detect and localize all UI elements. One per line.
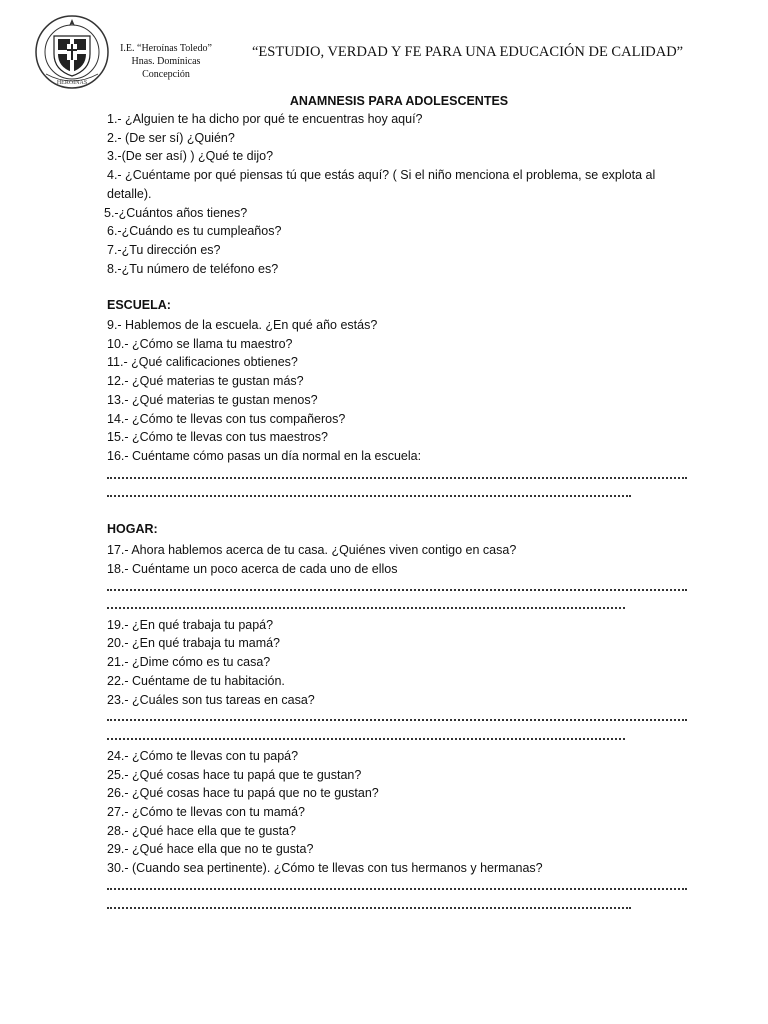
answer-line (107, 607, 625, 609)
question-11: 11.- ¿Qué calificaciones obtienes? (107, 355, 298, 369)
answer-line (107, 888, 687, 890)
question-26: 26.- ¿Qué cosas hace tu papá que no te gustan? (107, 786, 379, 800)
question-4: 4.- ¿Cuéntame por qué piensas tú que estás aquí? ( Si el niño menciona el problema, se explota al detalle). (107, 168, 656, 201)
school-name: I.E. “Heroínas Toledo” (120, 43, 212, 54)
question-12: 12.- ¿Qué materias te gustan más? (107, 374, 304, 388)
seal-text: HEROÍNAS (56, 80, 88, 86)
question-2: 2.- (De ser sí) ¿Quién? (107, 131, 235, 145)
answer-line (107, 719, 687, 721)
question-21: 21.- ¿Dime cómo es tu casa? (107, 655, 271, 669)
question-6: 6.-¿Cuándo es tu cumpleaños? (107, 224, 282, 238)
question-25: 25.- ¿Qué cosas hace tu papá que te gustan? (107, 768, 362, 782)
question-17: 17.- Ahora hablemos acerca de tu casa. ¿Quiénes viven contigo en casa? (107, 543, 517, 557)
question-7: 7.-¿Tu dirección es? (107, 243, 221, 257)
school-name-block (104, 42, 228, 81)
question-20: 20.- ¿En qué trabaja tu mamá? (107, 636, 281, 650)
question-9: 9.- Hablemos de la escuela. ¿En qué año estás? (107, 318, 378, 332)
answer-line (107, 477, 687, 479)
question-8: 8.-¿Tu número de teléfono es? (107, 262, 279, 276)
question-14: 14.- ¿Cómo te llevas con tus compañeros? (107, 412, 346, 426)
answer-line (107, 907, 631, 909)
document-title: ANAMNESIS PARA ADOLESCENTES (289, 94, 509, 108)
question-16: 16.- Cuéntame cómo pasas un día normal en la escuela: (107, 449, 422, 463)
question-29: 29.- ¿Qué hace ella que no te gusta? (107, 842, 314, 856)
section-heading-hogar: HOGAR: (107, 522, 158, 536)
question-23: 23.- ¿Cuáles son tus tareas en casa? (107, 693, 315, 707)
question-1: 1.- ¿Alguien te ha dicho por qué te encuentras hoy aquí? (107, 112, 423, 126)
answer-line (107, 495, 631, 497)
school-seal-logo (34, 14, 110, 90)
question-10: 10.- ¿Cómo se llama tu maestro? (107, 337, 293, 351)
question-19: 19.- ¿En qué trabaja tu papá? (107, 618, 274, 632)
question-22: 22.- Cuéntame de tu habitación. (107, 674, 285, 688)
school-order: Hnas. Domínicas (131, 56, 201, 67)
school-motto: “ESTUDIO, VERDAD Y FE PARA UNA EDUCACIÓN DE CALIDAD” (252, 44, 684, 60)
question-30: 30.- (Cuando sea pertinente). ¿Cómo te llevas con tus hermanos y hermanas? (107, 861, 543, 875)
section-heading-escuela: ESCUELA: (107, 298, 171, 312)
question-15: 15.- ¿Cómo te llevas con tus maestros? (107, 430, 328, 444)
question-28: 28.- ¿Qué hace ella que te gusta? (107, 824, 297, 838)
school-city: Concepción (142, 69, 190, 80)
answer-line (107, 738, 625, 740)
question-13: 13.- ¿Qué materias te gustan menos? (107, 393, 318, 407)
question-27: 27.- ¿Cómo te llevas con tu mamá? (107, 805, 305, 819)
question-3: 3.-(De ser así) ) ¿Qué te dijo? (107, 149, 274, 163)
question-18: 18.- Cuéntame un poco acerca de cada uno de ellos (107, 562, 398, 576)
answer-line (107, 589, 687, 591)
question-24: 24.- ¿Cómo te llevas con tu papá? (107, 749, 299, 763)
question-5: 5.-¿Cuántos años tienes? (104, 206, 248, 220)
